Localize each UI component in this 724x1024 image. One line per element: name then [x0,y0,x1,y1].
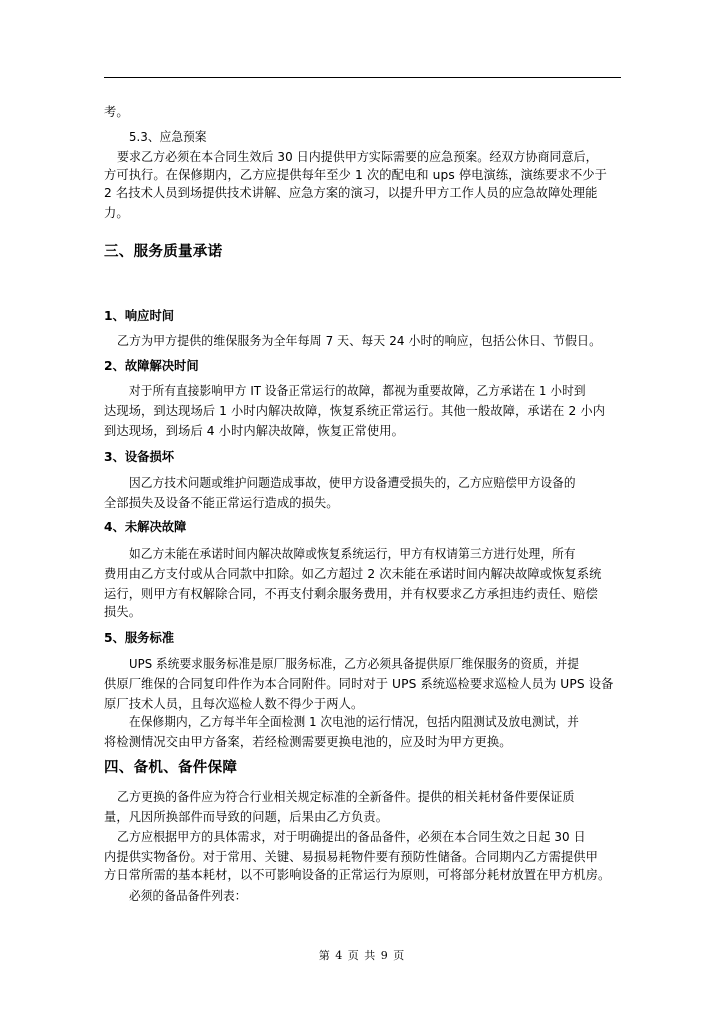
text-line: 如乙方未能在承诺时间内解决故障或恢复系统运行，甲方有权请第三方进行处理，所有 [129,547,576,561]
item-title: 4、未解决故障 [104,520,187,534]
header-rule [104,77,621,78]
text-line: 乙方应根据甲方的具体需求，对于明确提出的备品备件，必须在本合同生效之日起 30 日 [117,830,586,844]
text-line: 量，凡因所换部件而导致的问题，后果由乙方负责。 [104,810,389,824]
subsection-heading: 5.3、应急预案 [129,130,207,144]
item-title: 2、故障解决时间 [104,359,199,373]
text-line: 要求乙方必须在本合同生效后 30 日内提供甲方实际需要的应急预案。经双方协商同意后， [117,150,598,164]
text-line: 必须的备品备件列表： [129,889,247,903]
text-line: 在保修期内，乙方每半年全面检测 1 次电池的运行情况，包括内阻测试及放电测试，并 [129,715,580,729]
text-line: 2 名技术人员到场提供技术讲解、应急方案的演习，以提升甲方工作人员的应急故障处理能 [104,186,598,200]
text-line: 方可执行。在保修期内，乙方应提供每年至少 1 次的配电和 ups 停电演练，演练要求不少于 [104,168,608,182]
text-line: 全部损失及设备不能正常运行造成的损失。 [104,496,339,510]
text-line: 费用由乙方支付或从合同款中扣除。如乙方超过 2 次未能在承诺时间内解决故障或恢复系统 [104,567,602,581]
text-line: UPS 系统要求服务标准是原厂服务标准，乙方必须具备提供原厂维保服务的资质，并提 [129,657,580,671]
section-title: 三、服务质量承诺 [104,244,223,260]
item-title: 5、服务标准 [104,631,175,645]
text-line: 供原厂维保的合同复印件作为本合同附件。同时对于 UPS 系统巡检要求巡检人员为 UPS 设备 [104,677,614,691]
text-line: 原厂技术人员，且每次巡检人数不得少于两人。 [104,697,364,711]
text-line: 内提供实物备份。对于常用、关键、易损易耗物件要有预防性储备。合同期内乙方需提供甲 [104,850,599,864]
section-title: 四、备机、备件保障 [104,760,238,776]
text-line: 损失。 [104,605,142,619]
text-line: 对于所有直接影响甲方 IT 设备正常运行的故障，都视为重要故障，乙方承诺在 1 小时到 [129,384,586,398]
text-line: 达现场，到达现场后 1 小时内解决故障，恢复系统正常运行。其他一般故障，承诺在 2 小内 [104,404,606,418]
text-line: 乙方为甲方提供的维保服务为全年每周 7 天、每天 24 小时的响应，包括公休日、节假日。 [117,334,602,348]
item-title: 1、响应时间 [104,309,175,323]
text-line: 考。 [104,105,129,119]
text-line: 到达现场，到场后 4 小时内解决故障，恢复正常使用。 [104,424,404,438]
page-footer: 第 4 页 共 9 页 [318,949,406,962]
item-title: 3、设备损坏 [104,450,175,464]
text-line: 乙方更换的备件应为符合行业相关规定标准的全新备件。提供的相关耗材备件要保证质 [117,790,575,804]
text-line: 将检测情况交由甲方备案，若经检测需要更换电池的，应及时为甲方更换。 [104,735,512,749]
text-line: 方日常所需的基本耗材，以不可影响设备的正常运行为原则，可将部分耗材放置在甲方机房。 [104,868,611,882]
text-line: 因乙方技术问题或维护问题造成事故，使甲方设备遭受损失的，乙方应赔偿甲方设备的 [129,476,576,490]
text-line: 力。 [104,206,129,220]
text-line: 运行，则甲方有权解除合同，不再支付剩余服务费用，并有权要求乙方承担违约责任、赔偿 [104,587,599,601]
